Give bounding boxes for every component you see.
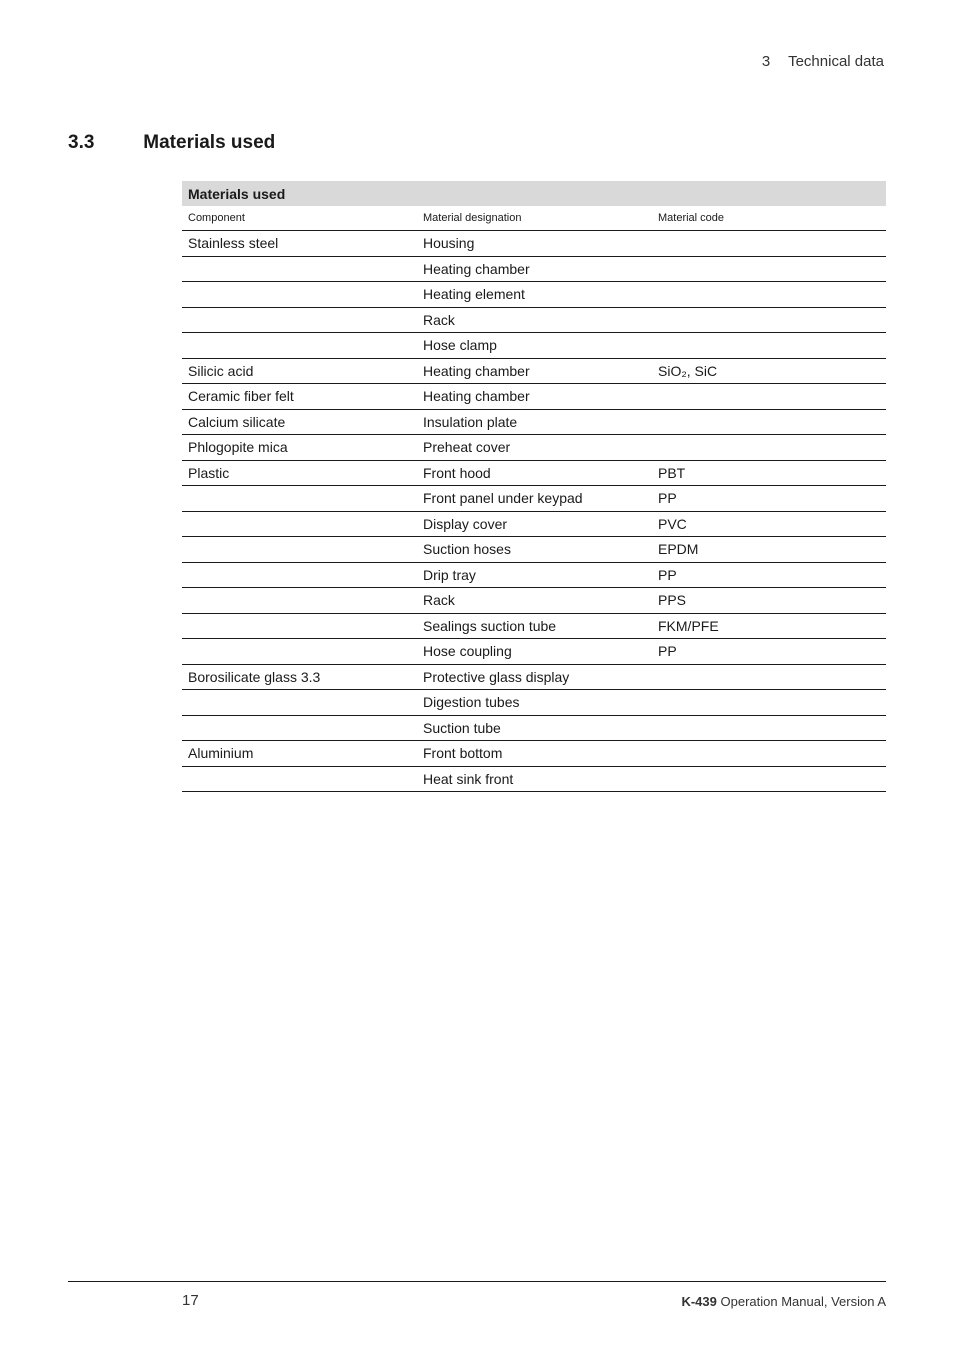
table-row: [182, 715, 886, 741]
cell-material-code: [652, 282, 886, 308]
cell-component: Silicic acid: [182, 358, 417, 384]
cell-material-code: EPDM: [652, 537, 886, 563]
cell-material-code: [652, 307, 886, 333]
table-row: [182, 613, 886, 639]
cell-material-code: [652, 715, 886, 741]
cell-material-code: [652, 435, 886, 461]
cell-component: Phlogopite mica: [182, 435, 417, 461]
cell-material-designation: Rack: [417, 307, 652, 333]
cell-material-designation: Digestion tubes: [417, 690, 652, 716]
cell-material-designation: Suction tube: [417, 715, 652, 741]
materials-table: [182, 181, 886, 792]
cell-component: [182, 486, 417, 512]
cell-component: [182, 537, 417, 563]
cell-material-designation: Hose coupling: [417, 639, 652, 665]
cell-component: Ceramic fiber felt: [182, 384, 417, 410]
cell-material-code: SiO₂, SiC: [652, 358, 886, 384]
cell-component: [182, 282, 417, 308]
section-heading: [68, 132, 275, 154]
cell-material-designation: Front hood: [417, 460, 652, 486]
cell-material-designation: Hose clamp: [417, 333, 652, 359]
cell-material-code: [652, 231, 886, 257]
cell-component: [182, 588, 417, 614]
cell-material-designation: Housing: [417, 231, 652, 257]
cell-component: Stainless steel: [182, 231, 417, 257]
cell-component: [182, 715, 417, 741]
table-row: [182, 486, 886, 512]
cell-material-designation: Suction hoses: [417, 537, 652, 563]
cell-material-code: [652, 409, 886, 435]
table-row: [182, 664, 886, 690]
table-row: [182, 256, 886, 282]
cell-material-code: [652, 690, 886, 716]
table-row: [182, 741, 886, 767]
table-row: [182, 588, 886, 614]
column-header-row: [182, 206, 886, 231]
table-row: [182, 307, 886, 333]
cell-component: [182, 333, 417, 359]
column-header-material-code: Material code: [652, 206, 886, 231]
table-row: [182, 333, 886, 359]
table-row: [182, 460, 886, 486]
section-title: Materials used: [143, 132, 276, 153]
table-caption: Materials used: [182, 181, 886, 206]
cell-component: Aluminium: [182, 741, 417, 767]
cell-component: [182, 766, 417, 792]
table-row: [182, 435, 886, 461]
table-row: [182, 409, 886, 435]
chapter-number: 3: [761, 53, 771, 70]
cell-material-code: [652, 664, 886, 690]
column-header-material-designation: Material designation: [417, 206, 652, 231]
running-header: [762, 53, 884, 70]
cell-component: Borosilicate glass 3.3: [182, 664, 417, 690]
cell-component: [182, 690, 417, 716]
table-row: [182, 639, 886, 665]
cell-material-designation: Sealings suction tube: [417, 613, 652, 639]
cell-component: [182, 511, 417, 537]
table-row: [182, 537, 886, 563]
table-row: [182, 282, 886, 308]
table-row: [182, 766, 886, 792]
column-header-component: Component: [182, 206, 417, 231]
footer-rule: [68, 1281, 886, 1282]
table-row: [182, 690, 886, 716]
page-number: 17: [182, 1292, 199, 1309]
cell-material-code: PP: [652, 562, 886, 588]
cell-component: [182, 307, 417, 333]
cell-material-code: PP: [652, 486, 886, 512]
cell-component: [182, 256, 417, 282]
cell-material-code: FKM/PFE: [652, 613, 886, 639]
table-row: [182, 384, 886, 410]
cell-material-code: [652, 333, 886, 359]
cell-material-code: PP: [652, 639, 886, 665]
chapter-title: Technical data: [788, 53, 884, 70]
cell-component: [182, 639, 417, 665]
cell-material-code: [652, 766, 886, 792]
table-row: [182, 231, 886, 257]
table-row: [182, 511, 886, 537]
cell-material-code: [652, 384, 886, 410]
cell-material-designation: Heating chamber: [417, 256, 652, 282]
cell-material-designation: Rack: [417, 588, 652, 614]
cell-material-designation: Heating element: [417, 282, 652, 308]
cell-material-code: PVC: [652, 511, 886, 537]
footer-document-title: [681, 1294, 886, 1309]
cell-material-designation: Heating chamber: [417, 358, 652, 384]
footer-model: K-439: [681, 1294, 717, 1309]
cell-material-designation: Heating chamber: [417, 384, 652, 410]
cell-component: Plastic: [182, 460, 417, 486]
cell-material-code: PPS: [652, 588, 886, 614]
cell-material-designation: Protective glass display: [417, 664, 652, 690]
cell-component: [182, 562, 417, 588]
cell-material-designation: Insulation plate: [417, 409, 652, 435]
cell-material-designation: Front bottom: [417, 741, 652, 767]
cell-material-designation: Front panel under keypad: [417, 486, 652, 512]
cell-material-code: PBT: [652, 460, 886, 486]
table-row: [182, 358, 886, 384]
section-number: 3.3: [68, 132, 95, 153]
cell-material-designation: Heat sink front: [417, 766, 652, 792]
cell-material-designation: Display cover: [417, 511, 652, 537]
cell-component: [182, 613, 417, 639]
cell-material-code: [652, 256, 886, 282]
cell-material-designation: Preheat cover: [417, 435, 652, 461]
cell-material-code: [652, 741, 886, 767]
cell-component: Calcium silicate: [182, 409, 417, 435]
cell-material-designation: Drip tray: [417, 562, 652, 588]
table-row: [182, 562, 886, 588]
footer-doc-title: Operation Manual, Version A: [716, 1294, 886, 1309]
